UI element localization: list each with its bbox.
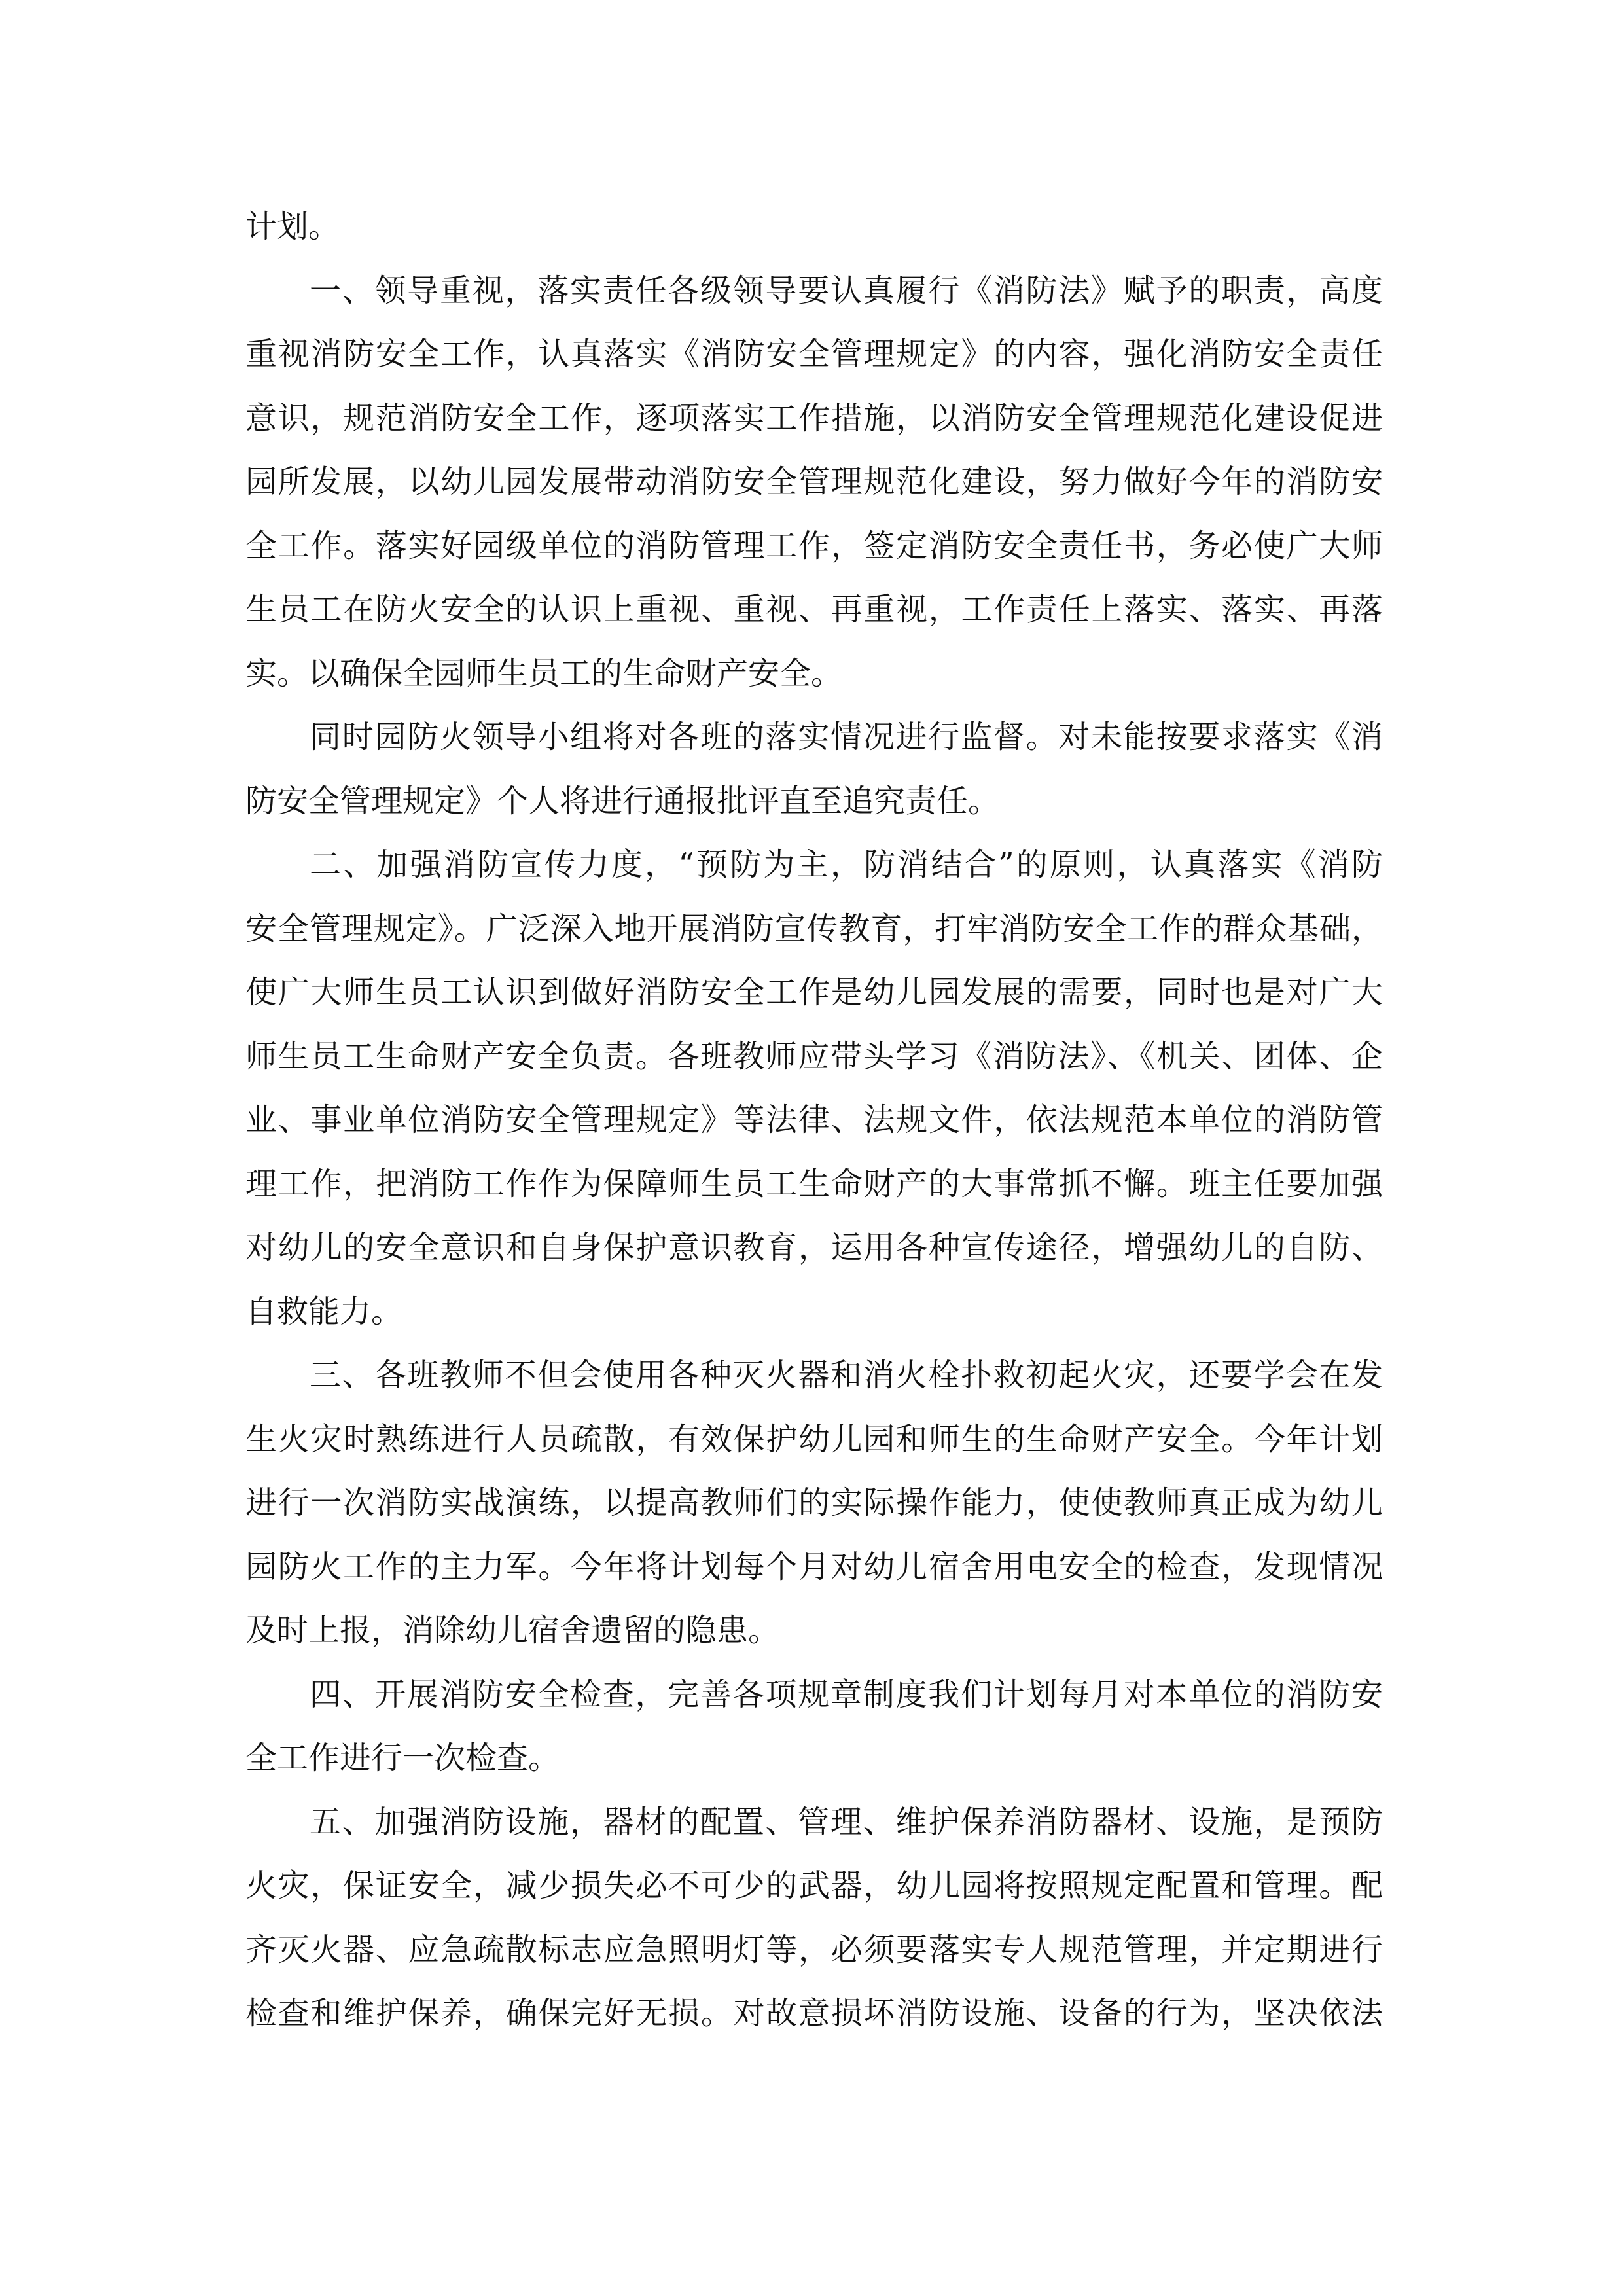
- paragraph-continuation: [245, 195, 1383, 259]
- text-line: 全工作。落实好园级单位的消防管理工作，签定消防安全责任书，务必使广大师: [245, 527, 1383, 564]
- text-line: 生火灾时熟练进行人员疏散，有效保护幼儿园和师生的生命财产安全。今年计划: [245, 1420, 1383, 1458]
- paragraph-4-inspection: [245, 1663, 1383, 1791]
- text-line: 火灾，保证安全，减少损失必不可少的武器，幼儿园将按照规定配置和管理。配: [245, 1867, 1383, 1904]
- text-line: 及时上报，消除幼儿宿舍遗留的隐患。: [245, 1612, 780, 1649]
- document-page: [245, 195, 1383, 2046]
- text-line: 实。以确保全园师生员工的生命财产安全。: [245, 655, 843, 692]
- text-line: 师生员工生命财产安全负责。各班教师应带头学习《消防法》、《机关、团体、企: [245, 1037, 1383, 1075]
- paragraph-1-leadership: [245, 259, 1383, 706]
- text-line: 使广大师生员工认识到做好消防安全工作是幼儿园发展的需要，同时也是对广大: [245, 974, 1383, 1011]
- text-line: 五、加强消防设施，器材的配置、管理、维护保养消防器材、设施，是预防: [310, 1803, 1383, 1840]
- text-line: 防安全管理规定》个人将进行通报批评直至追究责任。: [245, 782, 1000, 819]
- text-line: 全工作进行一次检查。: [245, 1740, 560, 1776]
- text-line: 检查和维护保养，确保完好无损。对故意损坏消防设施、设备的行为，坚决依法: [245, 1995, 1383, 2032]
- text-line: 一、领导重视，落实责任各级领导要认真履行《消防法》赋予的职责，高度: [310, 272, 1383, 309]
- text-line: 重视消防安全工作，认真落实《消防安全管理规定》的内容，强化消防安全责任: [245, 336, 1383, 372]
- paragraph-3-training: [245, 1344, 1383, 1663]
- text-line: 园所发展，以幼儿园发展带动消防安全管理规范化建设，努力做好今年的消防安: [245, 463, 1383, 500]
- text-line: 安全管理规定》。广泛深入地开展消防宣传教育，打牢消防安全工作的群众基础，: [245, 910, 1383, 947]
- text-line: 齐灭火器、应急疏散标志应急照明灯等，必须要落实专人规范管理，并定期进行: [245, 1931, 1383, 1968]
- text-line: 同时园防火领导小组将对各班的落实情况进行监督。对未能按要求落实《消: [310, 719, 1383, 755]
- paragraph-5-equipment: [245, 1791, 1383, 2046]
- text-line: 业、事业单位消防安全管理规定》等法律、法规文件，依法规范本单位的消防管: [245, 1102, 1383, 1138]
- text-line: 意识，规范消防安全工作，逐项落实工作措施，以消防安全管理规范化建设促进: [245, 399, 1383, 437]
- text-line: 计划。: [245, 208, 340, 245]
- paragraph-supervision: [245, 706, 1383, 833]
- text-line: 对幼儿的安全意识和自身保护意识教育，运用各种宣传途径，增强幼儿的自防、: [245, 1229, 1383, 1266]
- text-line: 四、开展消防安全检查，完善各项规章制度我们计划每月对本单位的消防安: [310, 1676, 1383, 1713]
- paragraph-2-publicity: [245, 833, 1383, 1344]
- text-line: 二、加强消防宣传力度，“预防为主，防消结合”的原则，认真落实《消防: [310, 846, 1383, 883]
- text-line: 自救能力。: [245, 1293, 403, 1330]
- text-line: 生员工在防火安全的认识上重视、重视、再重视，工作责任上落实、落实、再落: [245, 591, 1383, 628]
- text-line: 进行一次消防实战演练，以提高教师们的实际操作能力，使使教师真正成为幼儿: [245, 1484, 1383, 1521]
- text-line: 三、各班教师不但会使用各种灭火器和消火栓扑救初起火灾，还要学会在发: [310, 1357, 1383, 1393]
- text-line: 园防火工作的主力军。今年将计划每个月对幼儿宿舍用电安全的检查，发现情况: [245, 1548, 1383, 1585]
- text-line: 理工作，把消防工作作为保障师生员工生命财产的大事常抓不懈。班主任要加强: [245, 1165, 1383, 1202]
